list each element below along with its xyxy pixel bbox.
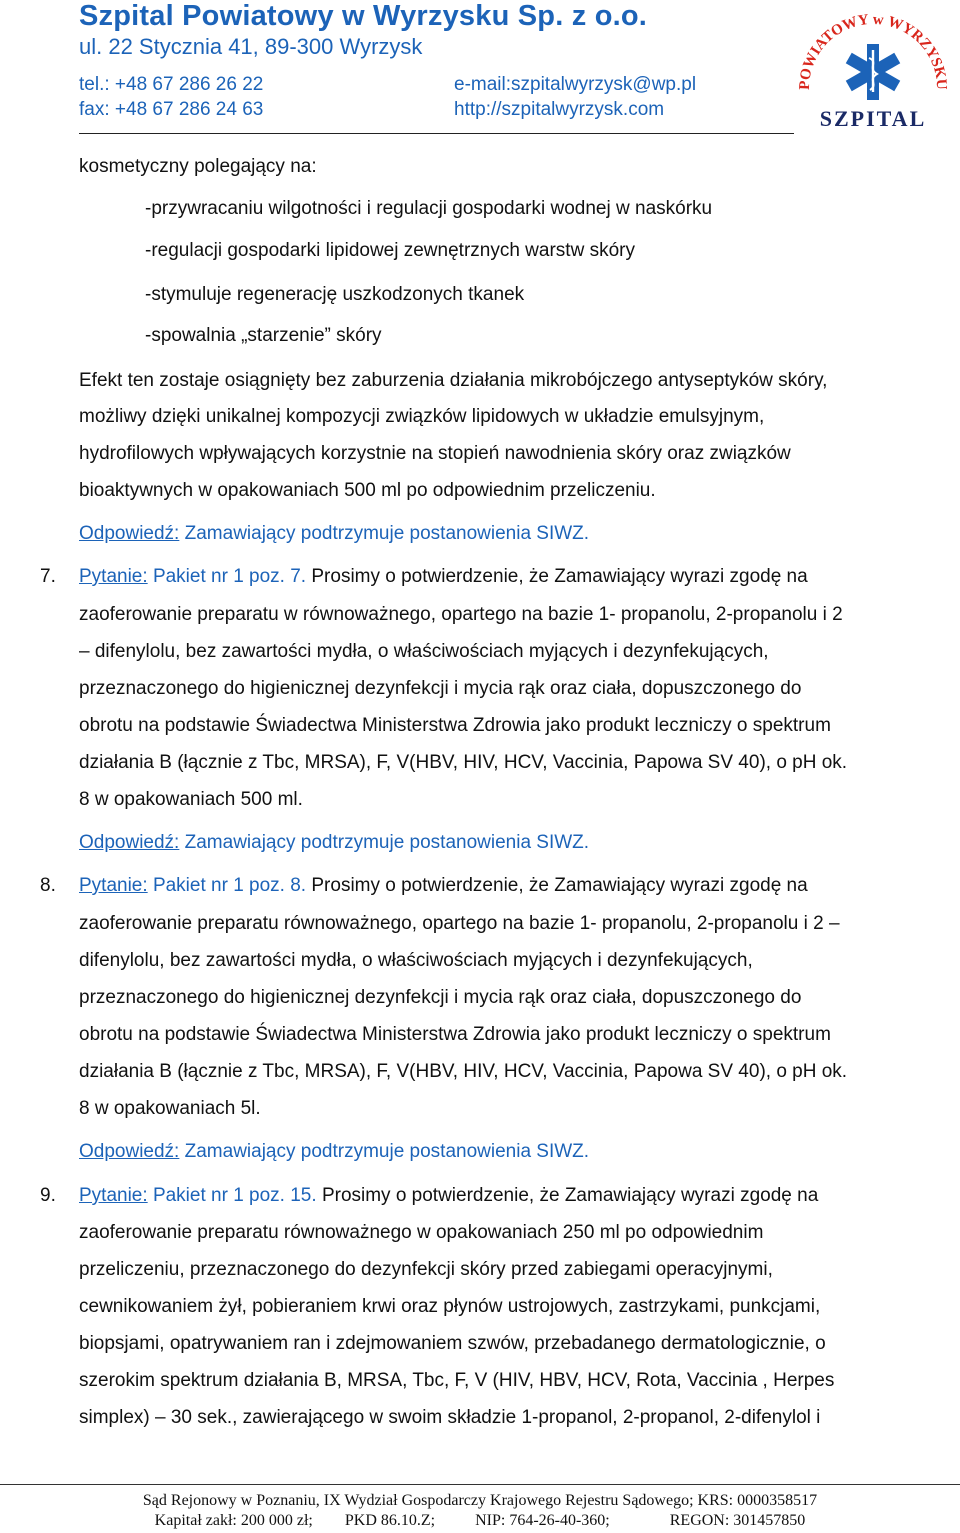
answer-line <box>79 522 589 546</box>
bullet-item: -spowalnia „starzenie” skóry <box>145 325 382 346</box>
answer-label: Odpowiedź: <box>79 832 180 853</box>
question-ref: Pakiet nr 1 poz. 15. <box>152 1185 317 1206</box>
answer-text: Zamawiający podtrzymuje postanowienia SIWZ. <box>184 523 590 544</box>
question-line: obrotu na podstawie Świadectwa Ministerstwa Zdrowia jako produkt leczniczy o spektrum <box>79 1024 831 1045</box>
question-text: Prosimy o potwierdzenie, że Zamawiający wyrazi zgodę na <box>311 875 808 896</box>
answer-line <box>79 1140 589 1164</box>
question-number: 7. <box>40 566 56 587</box>
question-line: przeznaczonego do higienicznej dezynfekcji i mycia rąk oraz ciała, dopuszczonego do <box>79 987 802 1008</box>
answer-label: Odpowiedź: <box>79 523 180 544</box>
bullet-item: -regulacji gospodarki lipidowej zewnętrznych warstw skóry <box>145 240 635 261</box>
website-link[interactable]: http://szpitalwyrzysk.com <box>454 99 665 120</box>
question-line: obrotu na podstawie Świadectwa Ministerstwa Zdrowia jako produkt leczniczy o spektrum <box>79 715 831 736</box>
question-line: simplex) – 30 sek., zawierającego w swoim składzie 1-propanol, 2-propanol, 2-difenylol i <box>79 1407 821 1428</box>
question-line: – difenylolu, bez zawartości mydła, o właściwościach myjących i dezynfekujących, <box>79 641 769 662</box>
question-line: zaoferowanie preparatu w równoważnego, opartego na bazie 1- propanolu, 2-propanolu i 2 <box>79 604 843 625</box>
email-link[interactable]: e-mail:szpitalwyrzysk@wp.pl <box>454 74 697 95</box>
question-line: działania B (łącznie z Tbc, MRSA), F, V(HBV, HIV, HCV, Vaccinia, Papowa SV 40), o pH ok. <box>79 1061 848 1082</box>
question-line: zaoferowanie preparatu równoważnego w opakowaniach 250 ml po odpowiednim <box>79 1222 764 1243</box>
fax-number: fax: +48 67 286 24 63 <box>79 99 264 120</box>
question-line: szerokim spektrum działania B, MRSA, Tbc, F, V (HIV, HBV, HCV, Rota, Vaccinia , Herpes <box>79 1370 835 1391</box>
hospital-address: ul. 22 Stycznia 41, 89-300 Wyrzysk <box>79 34 423 59</box>
bullet-item: -przywracaniu wilgotności i regulacji gospodarki wodnej w naskórku <box>145 198 713 219</box>
question-ref: Pakiet nr 1 poz. 7. <box>152 566 307 587</box>
question-line: biopsjami, opatrywaniem ran i zdejmowaniem szwów, przebadanego dermatologicznie, o <box>79 1333 826 1354</box>
question-text: Prosimy o potwierdzenie, że Zamawiający wyrazi zgodę na <box>321 1185 819 1206</box>
answer-text: Zamawiający podtrzymuje postanowienia SIWZ. <box>184 832 590 853</box>
question-text: Prosimy o potwierdzenie, że Zamawiający wyrazi zgodę na <box>311 566 808 587</box>
question-label: Pytanie: <box>79 1185 148 1206</box>
footer-pkd: PKD 86.10.Z; <box>344 1512 436 1529</box>
footer-court-registry: Sąd Rejonowy w Poznaniu, IX Wydział Gospodarczy Krajowego Rejestru Sądowego; KRS: 0000358517 <box>142 1492 818 1509</box>
header-divider <box>79 133 794 134</box>
question-line: działania B (łącznie z Tbc, MRSA), F, V(HBV, HIV, HCV, Vaccinia, Papowa SV 40), o pH ok. <box>79 752 848 773</box>
hospital-name: Szpital Powiatowy w Wyrzysku Sp. z o.o. <box>79 0 648 32</box>
paragraph-line: Efekt ten zostaje osiągnięty bez zaburzenia działania mikrobójczego antyseptyków skóry, <box>79 370 828 391</box>
question-label: Pytanie: <box>79 566 148 587</box>
phone-number: tel.: +48 67 286 26 22 <box>79 74 264 95</box>
footer-divider <box>0 1484 960 1485</box>
bullet-item: -stymuluje regenerację uszkodzonych tkanek <box>145 284 525 305</box>
question-ref: Pakiet nr 1 poz. 8. <box>152 875 307 896</box>
question-line: przeznaczonego do higienicznej dezynfekcji i mycia rąk oraz ciała, dopuszczonego do <box>79 678 802 699</box>
question-line: difenylolu, bez zawartości mydła, o właściwościach myjących i dezynfekujących, <box>79 950 753 971</box>
paragraph-line: hydrofilowych wpływających korzystnie na stopień nawodnienia skóry oraz związków <box>79 443 791 464</box>
star-of-life-icon <box>846 44 900 100</box>
question-line: przeliczeniu, przeznaczonego do dezynfekcji skóry przed zabiegami operacyjnymi, <box>79 1259 773 1280</box>
footer-regon: REGON: 301457850 <box>669 1512 806 1529</box>
question-line: 8 w opakowaniach 5l. <box>79 1098 261 1119</box>
footer-company-info <box>0 1512 960 1530</box>
answer-text: Zamawiający podtrzymuje postanowienia SIWZ. <box>184 1141 590 1162</box>
question-line: zaoferowanie preparatu równoważnego, opartego na bazie 1- propanolu, 2-propanolu i 2 – <box>79 913 840 934</box>
question-first-line <box>79 1184 818 1208</box>
footer-capital: Kapitał zakł: 200 000 zł; <box>154 1512 313 1529</box>
question-label: Pytanie: <box>79 875 148 896</box>
answer-line <box>79 831 589 855</box>
logo-bottom-text: SZPITAL <box>819 106 927 130</box>
question-number: 9. <box>40 1185 56 1206</box>
hospital-logo <box>787 0 959 130</box>
intro-line: kosmetyczny polegający na: <box>79 156 317 177</box>
question-number: 8. <box>40 875 56 896</box>
paragraph-line: bioaktywnych w opakowaniach 500 ml po odpowiednim przeliczeniu. <box>79 480 656 501</box>
logo-arc-text: POWIATOWY w WYRZYSKU <box>796 11 950 91</box>
question-line: cewnikowaniem żył, pobieraniem krwi oraz płynów ustrojowych, zastrzykami, punkcjami, <box>79 1296 821 1317</box>
question-line: 8 w opakowaniach 500 ml. <box>79 789 303 810</box>
answer-label: Odpowiedź: <box>79 1141 180 1162</box>
question-first-line <box>79 565 808 589</box>
paragraph-line: możliwy dzięki unikalnej kompozycji związków lipidowych w układzie emulsyjnym, <box>79 406 765 427</box>
footer-nip: NIP: 764-26-40-360; <box>475 1512 610 1529</box>
question-first-line <box>79 874 808 898</box>
